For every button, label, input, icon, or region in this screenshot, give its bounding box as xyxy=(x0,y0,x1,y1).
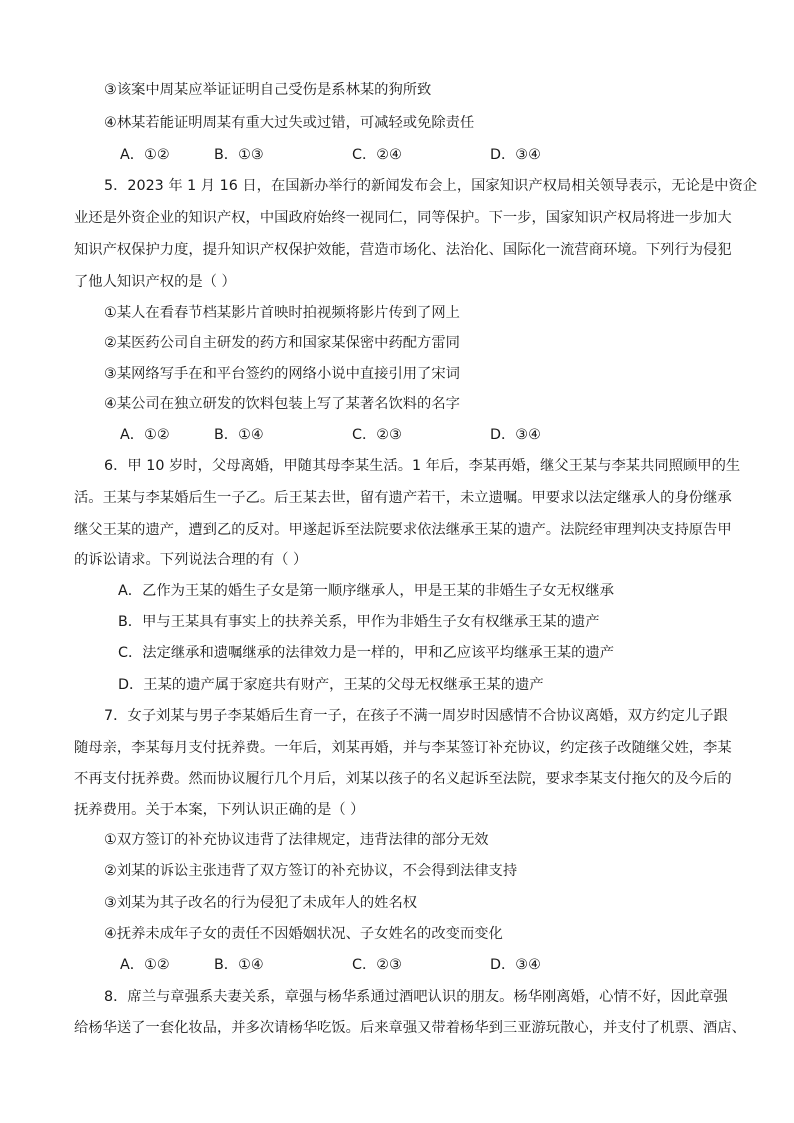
q5-item-1: ①某人在看春节档某影片首映时拍视频将影片传到了网上 xyxy=(104,305,460,321)
q7-stem-line-3: 不再支付抚养费。然而协议履行几个月后，刘某以孩子的名义起诉至法院，要求李某支付拖欠的及今后的 xyxy=(74,771,732,787)
q8-stem-line-1: 8．席兰与章强系夫妻关系，章强与杨华系通过酒吧认识的朋友。杨华刚离婚，心情不好，因此章强 xyxy=(104,989,728,1005)
q7-item-4: ④抚养未成年子女的责任不因婚姻状况、子女姓名的改变而变化 xyxy=(104,926,503,942)
q6-choice-c: C．法定继承和遗嘱继承的法律效力是一样的，甲和乙应该平均继承王某的遗产 xyxy=(118,645,615,661)
q6-stem-line-2: 活。王某与李某婚后生一子乙。后王某去世，留有遗产若干，未立遗嘱。甲要求以法定继承人的身份继承 xyxy=(74,490,732,506)
q6-stem-line-3: 继父王某的遗产，遭到乙的反对。甲遂起诉至法院要求依法继承王某的遗产。法院经审理判决支持原告甲 xyxy=(74,522,732,538)
q6-stem-line-4: 的诉讼请求。下列说法合理的有（ ） xyxy=(74,552,308,568)
q5-option-b: B．①④ xyxy=(214,427,264,443)
q7-option-c: C．②③ xyxy=(352,957,402,973)
q7-item-3: ③刘某为其子改名的行为侵犯了未成年人的姓名权 xyxy=(104,895,418,911)
q5-item-2: ②某医药公司自主研发的药方和国家某保密中药配方雷同 xyxy=(104,335,460,351)
q4-option-b: B．①③ xyxy=(214,147,264,163)
q7-stem-line-2: 随母亲，李某每月支付抚养费。一年后，刘某再婚，并与李某签订补充协议，约定孩子改随继父姓，李某 xyxy=(74,740,732,756)
q5-options xyxy=(0,425,794,445)
q7-option-a: A．①② xyxy=(120,957,170,973)
q4-option-d: D．③④ xyxy=(490,147,541,163)
q5-option-a: A．①② xyxy=(120,427,170,443)
q5-stem-line-1: 5．2023 年 1 月 16 日，在国新办举行的新闻发布会上，国家知识产权局相关领导表示，无论是中资企 xyxy=(104,178,758,194)
q7-options xyxy=(0,955,794,975)
q4-item-3: ③该案中周某应举证证明自己受伤是系林某的狗所致 xyxy=(104,82,432,98)
q7-option-d: D．③④ xyxy=(490,957,541,973)
q6-choice-b: B．甲与王某具有事实上的扶养关系，甲作为非婚生子女有权继承王某的遗产 xyxy=(118,614,600,630)
q7-option-b: B．①④ xyxy=(214,957,264,973)
q5-item-4: ④某公司在独立研发的饮料包装上写了某著名饮料的名字 xyxy=(104,396,460,412)
q4-option-a: A．①② xyxy=(120,147,170,163)
q7-item-1: ①双方签订的补充协议违背了法律规定，违背法律的部分无效 xyxy=(104,832,489,848)
q5-item-3: ③某网络写手在和平台签约的网络小说中直接引用了宋词 xyxy=(104,366,460,382)
q4-options xyxy=(0,145,794,165)
q6-choice-d: D．王某的遗产属于家庭共有财产，王某的父母无权继承王某的遗产 xyxy=(118,677,544,693)
q5-stem-line-4: 了他人知识产权的是（ ） xyxy=(74,274,236,290)
q4-option-c: C．②④ xyxy=(352,147,402,163)
q8-stem-line-2: 给杨华送了一套化妆品，并多次请杨华吃饭。后来章强又带着杨华到三亚游玩散心，并支付了机票、酒店、 xyxy=(74,1020,746,1036)
q5-option-d: D．③④ xyxy=(490,427,541,443)
q4-item-4: ④林某若能证明周某有重大过失或过错，可减轻或免除责任 xyxy=(104,115,475,131)
q7-item-2: ②刘某的诉讼主张违背了双方签订的补充协议，不会得到法律支持 xyxy=(104,863,518,879)
q5-option-c: C．②③ xyxy=(352,427,402,443)
q6-stem-line-1: 6．甲 10 岁时，父母离婚，甲随其母李某生活。1 年后，李某再婚，继父王某与李某共同照顾甲的生 xyxy=(104,458,741,474)
q7-stem-line-1: 7．女子刘某与男子李某婚后生育一子，在孩子不满一周岁时因感情不合协议离婚，双方约定儿子跟 xyxy=(104,708,728,724)
q5-stem-line-2: 业还是外资企业的知识产权，中国政府始终一视同仁，同等保护。下一步，国家知识产权局将进一步加大 xyxy=(74,210,732,226)
q5-stem-line-3: 知识产权保护力度，提升知识产权保护效能，营造市场化、法治化、国际化一流营商环境。下列行为侵犯 xyxy=(74,242,732,258)
q7-stem-line-4: 抚养费用。关于本案，下列认识正确的是（ ） xyxy=(74,802,365,818)
q6-choice-a: A．乙作为王某的婚生子女是第一顺序继承人，甲是王某的非婚生子女无权继承 xyxy=(118,583,614,599)
